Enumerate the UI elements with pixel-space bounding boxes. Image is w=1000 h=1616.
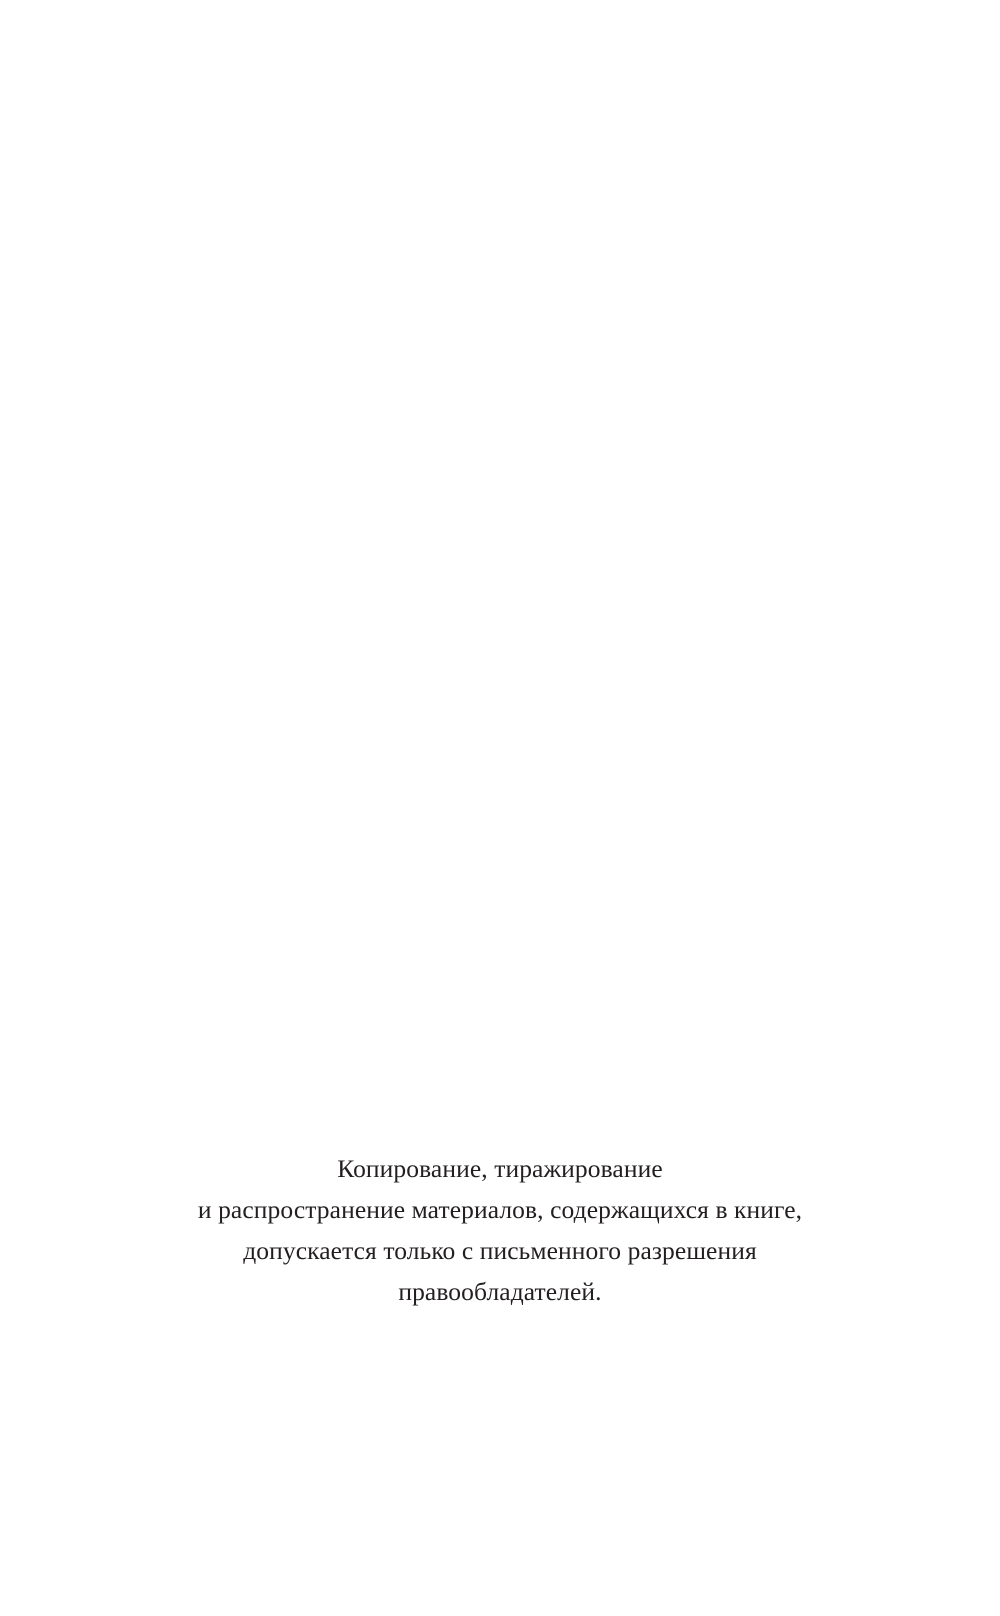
copyright-line-3: допускается только с письменного разрешения — [243, 1236, 757, 1265]
copyright-line-2: и распространение материалов, содержащихся в книге, — [197, 1195, 803, 1224]
copyright-line-4: правообладателей. — [398, 1277, 602, 1306]
copyright-line-1: Копирование, тиражирование — [337, 1154, 663, 1183]
copyright-notice — [0, 1148, 1000, 1312]
